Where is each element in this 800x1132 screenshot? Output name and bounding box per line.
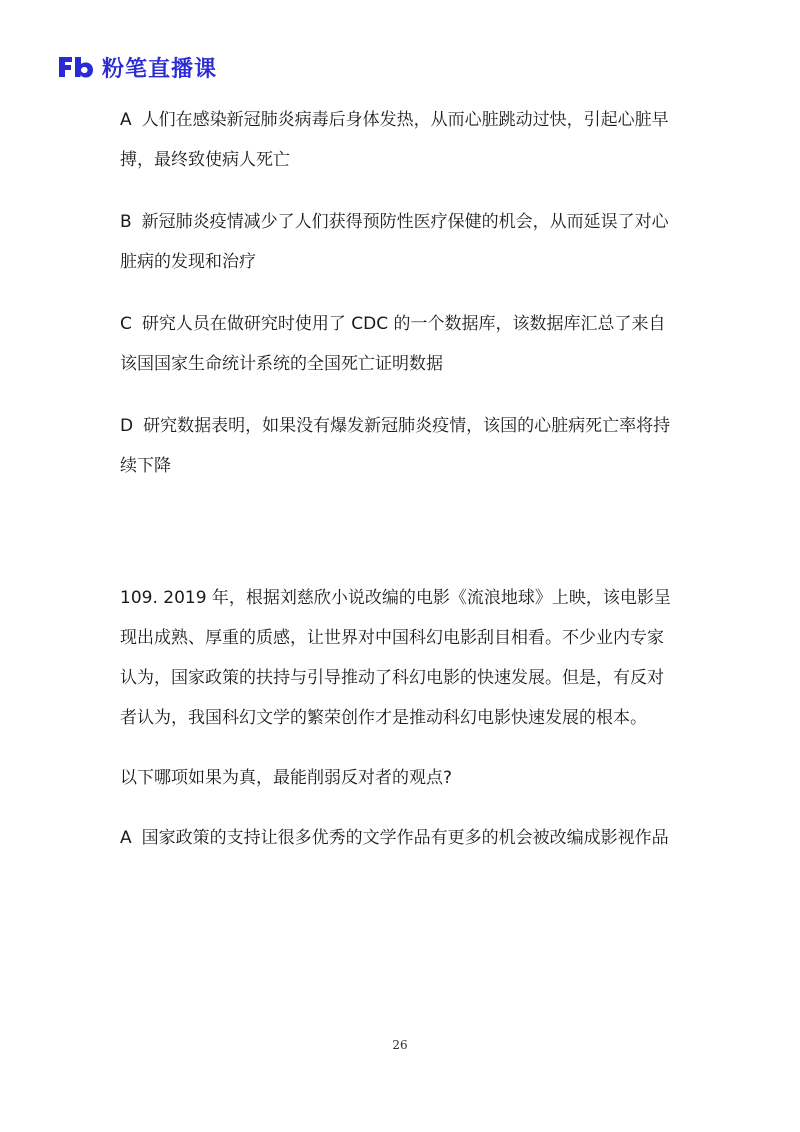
option-text: 国家政策的支持让很多优秀的文学作品有更多的机会被改编成影视作品 (141, 828, 669, 848)
question-stem-text: 2019 年，根据刘慈欣小说改编的电影《流浪地球》上映，该电影呈现出成熟、厚重的质感，让世界对中国科幻电影刮目相看。不少业内专家认为，国家政策的扶持与引导推动了科幻电影的快速发展。但是，有反对者认为，我国科幻文学的繁荣创作才是推动科幻电影快速发展的根本。 (120, 588, 671, 728)
option-c-prev (120, 304, 680, 384)
question-stem (120, 578, 680, 738)
option-b-prev (120, 202, 680, 282)
question-number: 109. (120, 588, 158, 608)
option-letter: D (120, 416, 134, 436)
document-body (120, 100, 680, 858)
header (56, 52, 217, 82)
option-text: 新冠肺炎疫情减少了人们获得预防性医疗保健的机会，从而延误了对心脏病的发现和治疗 (120, 212, 669, 272)
fenbi-logo-icon (56, 53, 96, 81)
brand-title: 粉笔直播课 (102, 56, 218, 82)
option-letter: C (120, 314, 132, 334)
option-text: 研究人员在做研究时使用了 CDC 的一个数据库，该数据库汇总了来自该国国家生命统计系统的全国死亡证明数据 (120, 314, 666, 374)
option-letter: A (120, 110, 132, 130)
option-letter: A (120, 828, 132, 848)
option-text: 研究数据表明，如果没有爆发新冠肺炎疫情，该国的心脏病死亡率将持续下降 (120, 416, 671, 476)
option-a (120, 818, 680, 858)
option-a-prev (120, 100, 680, 180)
option-letter: B (120, 212, 132, 232)
question-prompt: 以下哪项如果为真，最能削弱反对者的观点? (120, 768, 453, 788)
option-text: 人们在感染新冠肺炎病毒后身体发热，从而心脏跳动过快，引起心脏早搏，最终致使病人死亡 (120, 110, 669, 170)
page-number: 26 (392, 1038, 408, 1052)
option-d-prev (120, 406, 680, 486)
